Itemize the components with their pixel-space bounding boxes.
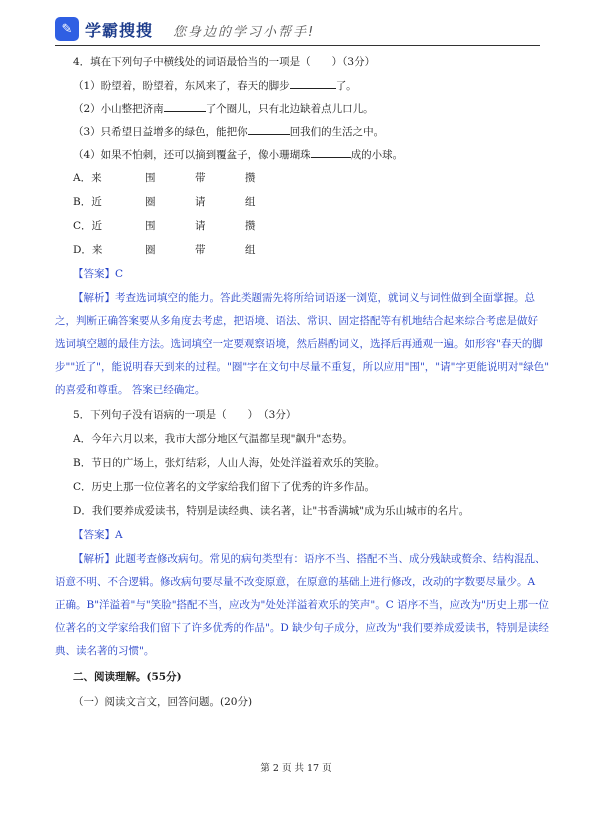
- q4-option-a: A．来 围 带 攒: [73, 172, 256, 184]
- section-title: 二、阅读理解。(55分): [73, 671, 182, 683]
- q4-sentence-3: （3）只希望日益增多的绿色，能把你 回我们的生活之中。: [73, 126, 385, 138]
- q5-option-b: B．节日的广场上，张灯结彩，人山人海，处处洋溢着欢乐的笑脸。: [73, 457, 386, 469]
- q5-option-d: D．我们要养成爱读书，特别是读经典、读名著，让"书香满城"成为乐山城市的名片。: [73, 505, 470, 517]
- q4-analysis-line: 【解析】考查选词填空的能力。答此类题需先将所给词语逐一浏览，就词义与词性做到全面掌握。总: [73, 292, 535, 304]
- q4-sentence-1: （1）盼望着，盼望着，东风来了，春天的脚步 了。: [73, 80, 357, 92]
- blank: [290, 78, 336, 89]
- q4-analysis-line: 步""近了"，能说明春天到来的过程。"圈"字在文句中尽量不重复，所以应用"围"，"请"字更能说明对"绿色": [55, 361, 550, 373]
- q5-analysis-line: 典、读名著的习惯"。: [55, 645, 155, 657]
- q4-option-b: B．近 圈 请 组: [73, 196, 256, 208]
- page-footer: 第 2 页 共 17 页: [260, 763, 332, 774]
- q4-analysis-line: 的喜爱和尊重。 答案已经确定。: [55, 384, 206, 396]
- q4-analysis-line: 选词填空题的最佳方法。选词填空一定要观察语境，然后斟酌词义，选择后再通观一遍。如形容"春天的脚: [55, 338, 543, 350]
- q5-analysis-line: 【解析】此题考查修改病句。常见的病句类型有：语序不当、搭配不当、成分残缺或赘余、结构混乱、: [73, 553, 546, 565]
- blank: [311, 147, 351, 158]
- q5-option-c: C．历史上那一位位著名的文学家给我们留下了优秀的许多作品。: [73, 481, 376, 493]
- q5-option-a: A．今年六月以来，我市大部分地区气温都呈现"飙升"态势。: [73, 433, 353, 445]
- q4-stem: 4．填在下列句子中横线处的词语最恰当的一项是（ ）（3分）: [73, 56, 376, 68]
- logo-icon: ✎: [55, 17, 79, 41]
- brand-name: 学霸搜搜: [85, 21, 154, 40]
- q4-option-c: C．近 围 请 攒: [73, 220, 256, 232]
- section-subtitle: （一）阅读文言文，回答问题。(20分): [73, 696, 253, 708]
- blank: [248, 124, 290, 135]
- q4-sentence-2: （2）小山整把济南 了个圈儿，只有北边缺着点儿口儿。: [73, 103, 374, 115]
- brand-slogan: 您身边的学习小帮手!: [173, 25, 316, 40]
- header-divider: [55, 45, 540, 46]
- q4-analysis-line: 之，判断正确答案要从多角度去考虑，把语境、语法、常识、固定搭配等有机地结合起来综合考虑是做好: [55, 315, 538, 327]
- q4-answer: 【答案】C: [73, 268, 124, 280]
- q5-answer: 【答案】A: [73, 529, 123, 541]
- q5-stem: 5．下列句子没有语病的一项是（ ） （3分）: [73, 409, 297, 421]
- blank: [164, 101, 206, 112]
- q5-analysis-line: 正确。B"洋溢着"与"笑脸"搭配不当，应改为"处处洋溢着欢乐的笑声"。C 语序不当，应改为"历史上那一位: [55, 599, 549, 611]
- q5-analysis-line: 位著名的文学家给我们留下了许多优秀的作品"。D 缺少句子成分，应改为"我们要养成爱读书，特别是读经: [55, 622, 549, 634]
- q4-option-d: D．来 圈 带 组: [73, 244, 256, 256]
- q5-analysis-line: 语意不明、不合逻辑。修改病句要尽量不改变原意，在原意的基础上进行修改，改动的字数要尽量少。A: [55, 576, 536, 588]
- q4-sentence-4: （4）如果不怕刺，还可以摘到覆盆子，像小珊瑚珠 成的小球。: [73, 149, 404, 161]
- q4-s1-label: （1）: [73, 80, 101, 92]
- header: [55, 14, 540, 44]
